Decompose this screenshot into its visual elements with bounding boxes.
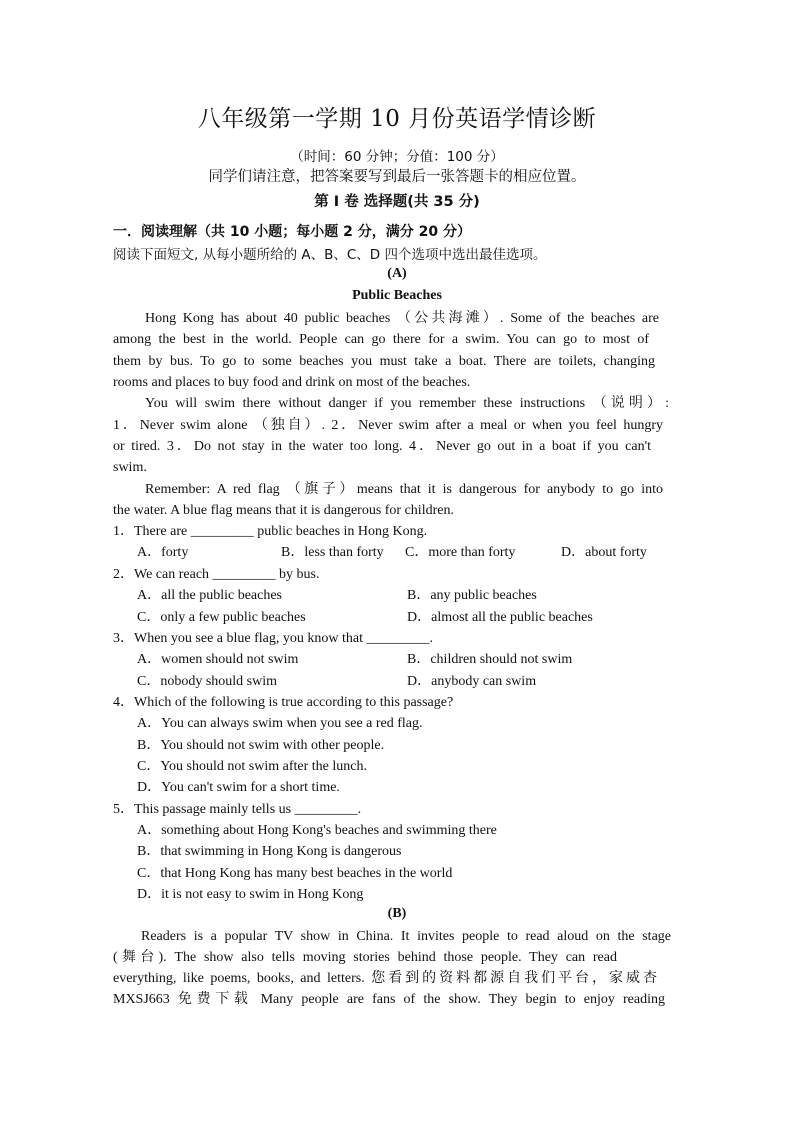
part-heading: 第 I 卷 选择题(共 35 分): [314, 194, 480, 210]
passage-a-line: Remember: A red flag （旗子）means that it is dangerous for anybody to go into: [145, 482, 663, 497]
question-4-option-b: B．You should not swim with other people.: [137, 738, 385, 753]
question-4-stem: 4．Which of the following is true according to this passage?: [113, 695, 454, 710]
page-title: 八年级第一学期 10 月份英语学情诊断: [197, 106, 597, 132]
question-4-option-a: A．You can always swim when you see a red flag.: [137, 716, 423, 731]
question-1-stem: 1．There are _________ public beaches in Hong Kong.: [113, 524, 428, 539]
question-1-option-b: B．less than forty: [281, 545, 384, 560]
question-5-stem: 5．This passage mainly tells us _________.: [113, 802, 362, 817]
question-2-option-b: B．any public beaches: [407, 588, 537, 603]
question-1-option-a: A．forty: [137, 545, 189, 560]
exam-time-score: （时间：60 分钟；分值：100 分）: [290, 149, 504, 165]
passage-a-line: 1．Never swim alone （独自）. 2．Never swim after a meal or when you feel hungry: [113, 418, 663, 433]
question-5-option-b: B．that swimming in Hong Kong is dangerous: [137, 844, 402, 859]
passage-a-line: rooms and places to buy food and drink on most of the beaches.: [113, 375, 471, 390]
passage-b-line: (舞台). The show also tells moving stories behind those people. They can read: [113, 950, 617, 965]
section-instruction: 阅读下面短文, 从每小题所给的 A、B、C、D 四个选项中选出最佳选项。: [113, 247, 547, 263]
passage-b-label: (B): [387, 906, 407, 921]
question-2-option-d: D．almost all the public beaches: [407, 610, 593, 625]
question-3-stem: 3．When you see a blue flag, you know that _________.: [113, 631, 433, 646]
passage-a-line: them by bus. To go to some beaches you must take a boat. There are toilets, changing: [113, 354, 655, 369]
question-2-option-a: A．all the public beaches: [137, 588, 283, 603]
question-4-option-d: D．You can't swim for a short time.: [137, 780, 340, 795]
question-1-option-d: D．about forty: [561, 545, 647, 560]
passage-a-line: Hong Kong has about 40 public beaches （公共海滩）. Some of the beaches are: [145, 311, 659, 326]
passage-b-line: Readers is a popular TV show in China. It invites people to read aloud on the stage: [141, 929, 671, 944]
question-5-option-c: C．that Hong Kong has many best beaches in the world: [137, 866, 453, 881]
exam-notice: 同学们请注意，把答案要写到最后一张答题卡的相应位置。: [208, 169, 586, 185]
question-3-option-b: B．children should not swim: [407, 652, 573, 667]
passage-a-line: or tired. 3．Do not stay in the water too long. 4．Never go out in a boat if you can't: [113, 439, 651, 454]
passage-a-label: (A): [387, 266, 407, 281]
passage-a-line: You will swim there without danger if you remember these instructions （说明）:: [145, 396, 669, 411]
question-5-option-d: D．it is not easy to swim in Hong Kong: [137, 887, 364, 902]
passage-a-line: the water. A blue flag means that it is dangerous for children.: [113, 503, 454, 518]
passage-b-line: everything, like poems, books, and letters. 您看到的资料都源自我们平台，家威杏: [113, 971, 657, 986]
question-2-stem: 2．We can reach _________ by bus.: [113, 567, 320, 582]
question-3-option-a: A．women should not swim: [137, 652, 299, 667]
question-1-option-c: C．more than forty: [405, 545, 516, 560]
question-5-option-a: A．something about Hong Kong's beaches and swimming there: [137, 823, 497, 838]
passage-a-title: Public Beaches: [352, 288, 442, 303]
question-3-option-d: D．anybody can swim: [407, 674, 537, 689]
passage-a-line: swim.: [113, 460, 147, 475]
question-4-option-c: C．You should not swim after the lunch.: [137, 759, 367, 774]
question-3-option-c: C．nobody should swim: [137, 674, 278, 689]
question-2-option-c: C．only a few public beaches: [137, 610, 306, 625]
passage-a-line: among the best in the world. People can go there for a swim. You can go to most of: [113, 332, 649, 347]
passage-b-line: MXSJ663 免费下载 Many people are fans of the show. They begin to enjoy reading: [113, 992, 665, 1007]
section-heading: 一．阅读理解（共 10 小题；每小题 2 分，满分 20 分）: [113, 224, 471, 240]
